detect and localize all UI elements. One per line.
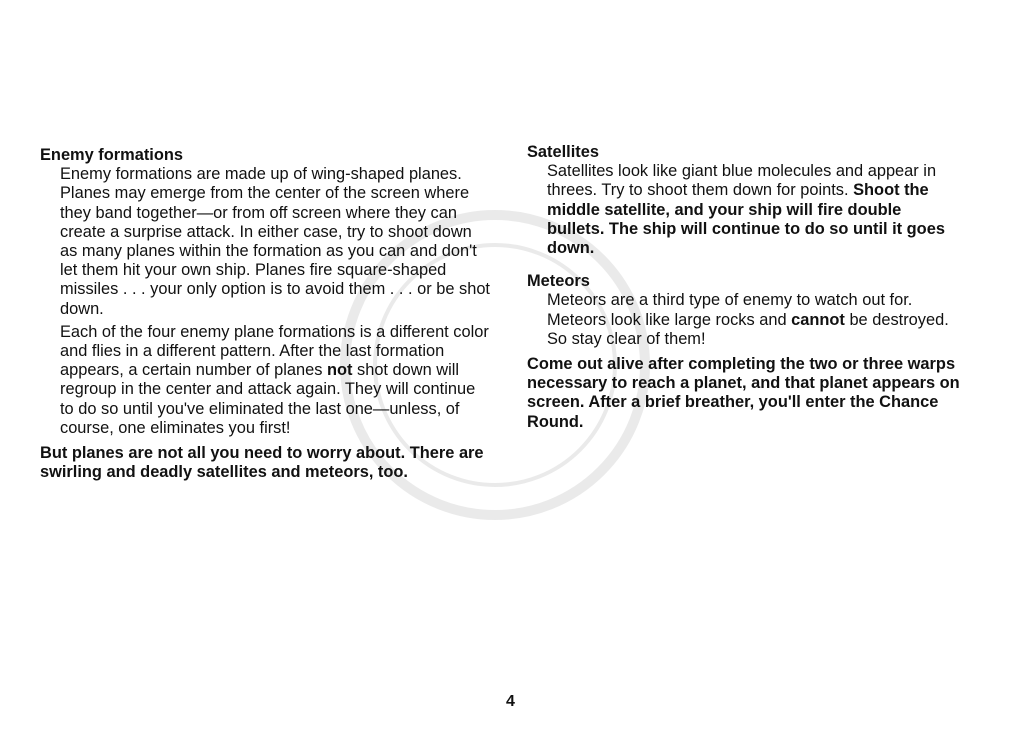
enemy-formations-heading: Enemy formations xyxy=(40,146,183,164)
page-number: 4 xyxy=(506,693,515,710)
enemy-formations-paragraph-2 xyxy=(60,323,490,438)
left-closing-text: But planes are not all you need to worry about. There are swirling and deadly satellites and meteors, too. xyxy=(40,444,484,482)
right-column xyxy=(527,143,962,432)
para2-text-b: shot down will regroup in the center and attack again. They will continue to do so until you've eliminated the last one—unless, of course, one eliminates you first! xyxy=(60,361,476,437)
meteors-bold-cannot: cannot xyxy=(791,310,845,329)
para2-text-a: Each of the four enemy plane formations is a different color and flies in a different pattern. After the last formation appears, a certain number of planes xyxy=(60,322,489,380)
enemy-formations-paragraph-1: Enemy formations are made up of wing-shaped planes. Planes may emerge from the center of the screen where they band together—or from off screen where they can create a surprise attack. In either case, try to shoot down as many planes within the formation as you can and don't let them hit your own ship. Planes fire square-shaped missiles . . . your only option is to avoid them . . . or be shot down. xyxy=(60,165,490,318)
meteors-paragraph xyxy=(547,291,962,349)
para2-bold-not: not xyxy=(326,361,353,380)
meteors-text-a: Meteors are a third type of enemy to watch out for. Meteors look like large rocks and xyxy=(547,291,913,329)
meteors-heading: Meteors xyxy=(527,272,590,291)
satellites-heading: Satellites xyxy=(527,143,599,161)
right-closing-text: Come out alive after completing the two or three warps necessary to reach a planet, and that planet appears on screen. After a brief breather, you'll enter the Chance Round. xyxy=(527,355,960,431)
meteors-text-b: be destroyed. So stay clear of them! xyxy=(547,310,949,348)
satellites-bold-text: Shoot the middle satellite, and your ship will fire double bullets. The ship will continue to do so until it goes down. xyxy=(547,181,945,258)
satellites-text: Satellites look like giant blue molecules and appear in threes. Try to shoot them down for points. xyxy=(547,162,937,200)
left-column xyxy=(40,146,490,482)
satellites-paragraph xyxy=(547,162,962,258)
